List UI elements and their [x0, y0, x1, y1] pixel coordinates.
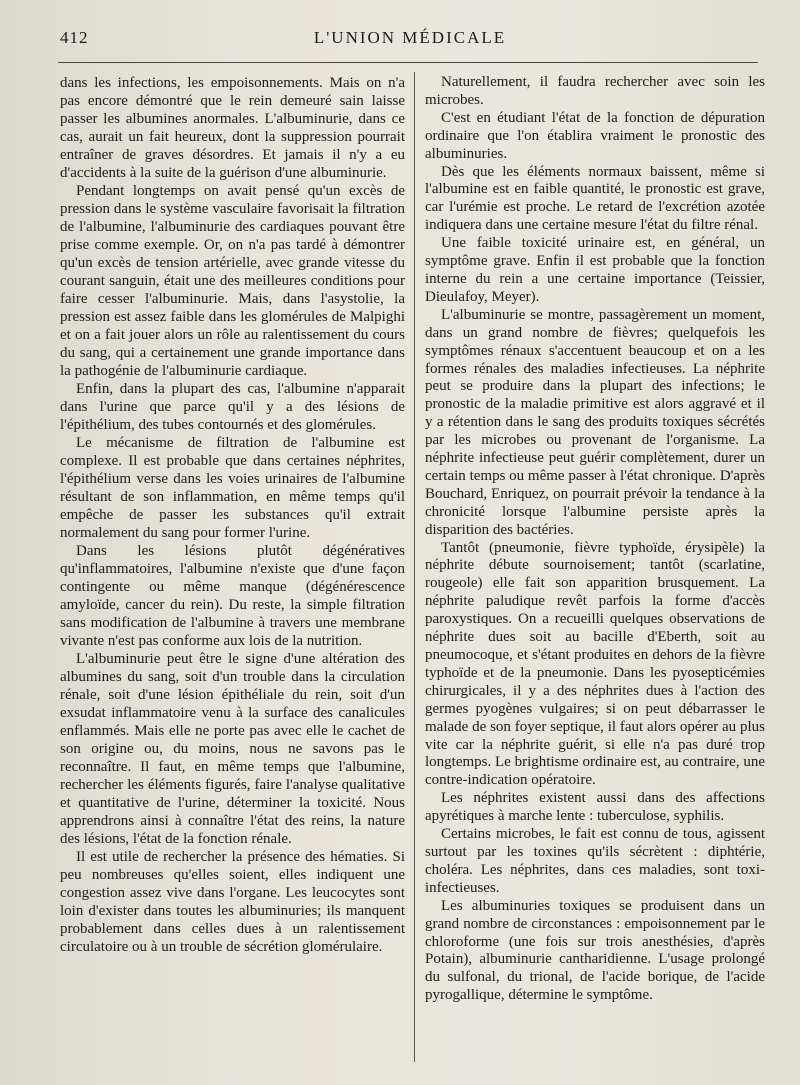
- paragraph: Enfin, dans la plupart des cas, l'albumine n'apparait dans l'urine que parce qu'il y a des lésions de l'épithélium, des tubes contournés et des glomérules.: [60, 381, 405, 433]
- column-divider: [414, 72, 415, 1062]
- left-column: [60, 74, 405, 956]
- paragraph: L'albuminurie peut être le signe d'une altération des albumines du sang, soit d'un trouble dans la circulation rénale, soit d'une lésion épithéliale du rein, soit d'un exsudat inflammatoire venu à la surface des canalicules enflammés. Mais elle ne porte pas avec elle le cachet de son origine ou, du moins, nous ne savons pas le reconnaître. Il faut, en même temps que l'albumine, rechercher les éléments figurés, faire l'analyse qualitative et quantitative de l'urine, déterminer la toxicité. Nous apprendrons ainsi à connaître l'état des reins, la nature des lésions, l'état de la fonction rénale.: [60, 651, 405, 847]
- paragraph: Il est utile de rechercher la présence des hématies. Si peu nombreuses qu'elles soient, elles indiquent une congestion assez vive dans l'organe. Les leucocytes sont loin d'exister dans toutes les albuminuries; ils manquent probablement dans celles dues à un ralentissement circulatoire ou à un trouble de sécrétion glomérulaire.: [60, 849, 405, 955]
- paragraph: Les albuminuries toxiques se produisent dans un grand nombre de circonstances : empoisonnement par le chloroforme (une fois sur trois anesthésies, d'après Potain), albuminurie cantharidienne. L'usage prolongé du sulfonal, du trional, de l'acide borique, de l'acide pyrogallique, détermine le symptôme.: [425, 897, 765, 1004]
- paragraph: Dès que les éléments normaux baissent, même si l'albumine est en faible quantité, le pronostic est grave, car l'urémie est proche. Le retard de l'excrétion azotée indiquera dans une certaine mesure l'état du filtre rénal.: [425, 163, 765, 234]
- paragraph: Dans les lésions plutôt dégénératives qu'inflammatoires, l'albumine n'existe que d'une façon contingente ou même manque (dégénérescence amyloïde, cancer du rein). Du reste, la simple filtration sans modification de l'albumine à travers une membrane vivante n'est pas conforme aux lois de la nutrition.: [60, 543, 405, 649]
- paragraph: Le mécanisme de filtration de l'albumine est complexe. Il est probable que dans certaines néphrites, l'épithélium verse dans les voies urinaires de l'albumine résultant de son inflammation, en même temps qu'il empêche de passer les substances qu'il extrait normalement du sang pour former l'urine.: [60, 435, 405, 541]
- paragraph: dans les infections, les empoisonnements. Mais on n'a pas encore démontré que le rein demeuré sain laisse passer les albumines anormales. L'albuminurie, dans ce cas, aurait un fait heureux, dont la suppression pourrait entraîner de graves désordres. Et jamais il n'y a eu d'accidents à la suite de la guérison d'une albuminurie.: [60, 75, 405, 181]
- page-header: [60, 28, 760, 50]
- page-number: 412: [60, 28, 89, 47]
- paragraph: Tantôt (pneumonie, fièvre typhoïde, érysipèle) la néphrite débute sournoisement; tantôt (scarlatine, rougeole) elle fait son apparition brusquement. La néphrite paludique revêt parfois la forme d'accès paroxystiques. On a recueilli quelques observations de néphrite dues soit au bacille d'Eberth, soit au pneumocoque, et s'étant produites en dehors de la fièvre typhoïde et de la pneumonie. Dans les pyosepticémies chirurgicales, il y a des néphrites dues à l'action des germes pyogènes vulgaires; si on peut débarrasser le malade de son foyer septique, il faut alors opérer au plus vite car la néphrite guérit, si elle n'a pas duré trop longtemps. Le brightisme ordinaire est, au contraire, une contre-indication opératoire.: [425, 539, 765, 789]
- paragraph: Naturellement, il faudra rechercher avec soin les microbes.: [425, 74, 765, 108]
- paragraph: Une faible toxicité urinaire est, en général, un symptôme grave. Enfin il est probable que la fonction interne du rein a une certaine importance (Teissier, Dieulafoy, Meyer).: [425, 235, 765, 305]
- right-column: [425, 74, 765, 1005]
- paragraph: L'albuminurie se montre, passagèrement un moment, dans un grand nombre de fièvres; quelquefois les symptômes rénaux s'accentuent beaucoup et on a les formes rénales des maladies infectieuses. La néphrite peut se produire dans la plupart des infections; le pronostic de la maladie primitive est alors aggravé et il y a rétention dans le sang des produits toxiques sécrétés par les microbes ou provenant de l'organisme. La néphrite infectieuse peut guérir complètement, durer un certain temps ou même passer à l'état chronique. D'après Bouchard, Enriquez, on pourrait prévoir la tendance à la chronicité lorsque l'albumine persiste après la disparition des bactéries.: [425, 306, 765, 538]
- paragraph: C'est en étudiant l'état de la fonction de dépuration ordinaire que l'on établira vraiment le pronostic des albuminuries.: [425, 109, 765, 162]
- header-rule: [58, 62, 758, 63]
- paragraph: Certains microbes, le fait est connu de tous, agissent surtout par les toxines qu'ils sécrètent : diphtérie, choléra. Les néphrites, dans ces maladies, sont toxi-infectieuses.: [425, 826, 765, 896]
- paragraph: Pendant longtemps on avait pensé qu'un excès de pression dans le système vasculaire favorisait la filtration de l'albumine, l'albuminurie des cardiaques pouvant être prise comme exemple. Or, on n'a pas tardé à démontrer qu'un excès de tension artérielle, avec grande vitesse du courant sanguin, était une des meilleures conditions pour faire cesser l'albuminurie. Mais, dans l'asystolie, la pression est assez faible dans les glomérules de Malpighi et on a fait jouer alors un rôle au ralentissement du cours du sang, qui a certainement une grande importance dans la pathogénie de l'albuminurie cardiaque.: [60, 183, 405, 379]
- paragraph: Les néphrites existent aussi dans des affections apyrétiques à marche lente : tuberculose, syphilis.: [425, 790, 765, 825]
- running-title: L'UNION MÉDICALE: [313, 28, 507, 47]
